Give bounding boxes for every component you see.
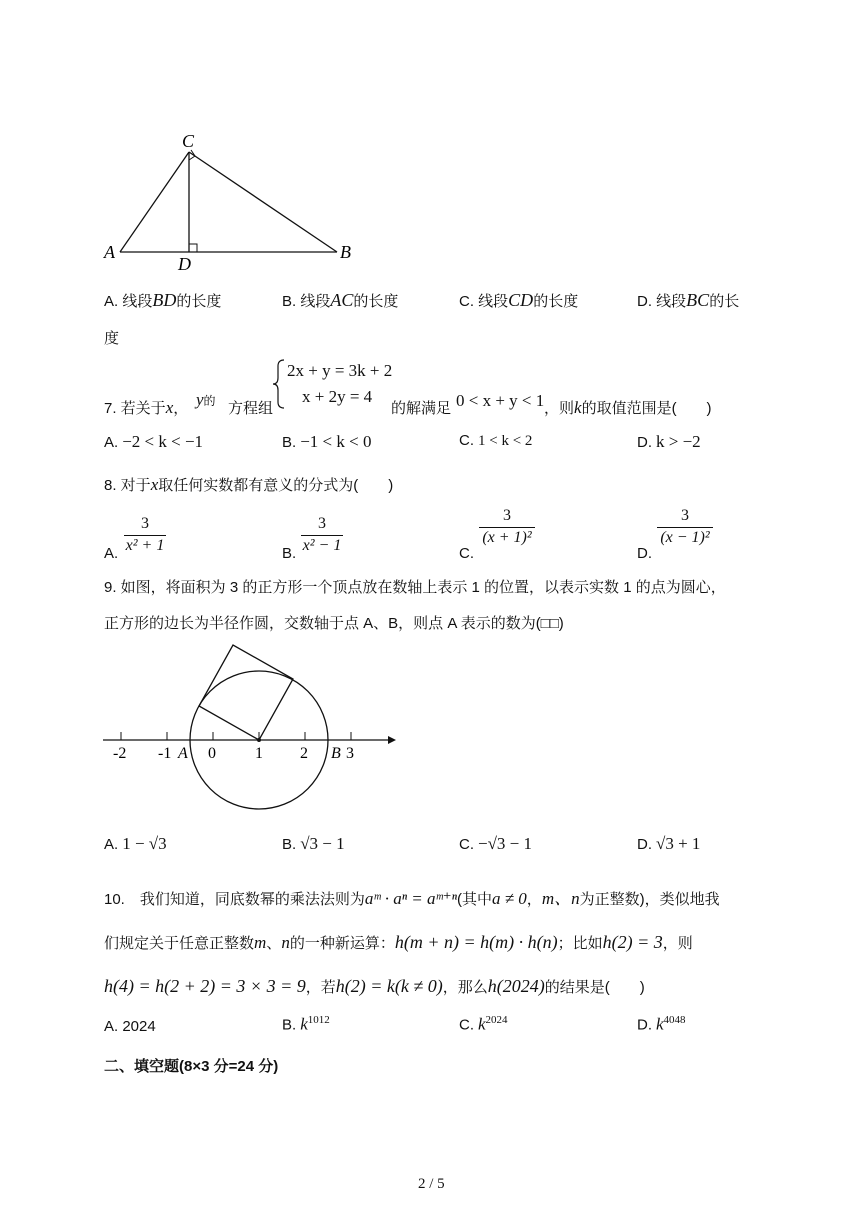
label-a: A	[178, 745, 188, 762]
q8-option-c-fraction[interactable]: 3 (x + 1)²	[479, 507, 535, 547]
tick-label-3: 3	[346, 745, 354, 762]
q6-option-b[interactable]: B. 线段AC的长度	[282, 290, 399, 310]
label-b: B	[340, 242, 351, 262]
q7-option-d[interactable]: D. k > −2	[637, 432, 701, 451]
number-line-figure	[100, 640, 400, 815]
q10-line2: 们规定关于任意正整数m、n的一种新运算：h(m + n) = h(m) · h(n)；比如h(2) = 3，则	[104, 932, 693, 952]
q8-option-d-label[interactable]: D.	[637, 545, 652, 562]
q7-condition: 0 < x + y < 1	[456, 391, 545, 410]
center-point	[257, 738, 261, 742]
segment-bc	[189, 152, 337, 252]
q8-option-b-label[interactable]: B.	[282, 545, 297, 562]
q10-line1: 10. 我们知道，同底数幂的乘法法则为aᵐ · aⁿ = aᵐ⁺ⁿ(其中a ≠ 0，m、n为正整数)，类似地我	[104, 889, 720, 908]
q7-option-c[interactable]: C. 1 < k < 2	[459, 432, 533, 449]
triangle-figure	[95, 125, 375, 275]
axis-arrow-icon	[388, 736, 396, 744]
q10-option-b[interactable]: B. $k^{1012}$	[282, 1014, 330, 1034]
q9-option-c[interactable]: C. −√3 − 1	[459, 834, 533, 853]
q8-stem: 8. 对于x取任何实数都有意义的分式为( )	[104, 475, 394, 494]
label-b: B	[331, 745, 341, 762]
q9-stem-line2: 正方形的边长为半径作圆，交数轴于点 A、B，则点 A 表示的数为(□□)	[104, 615, 564, 632]
q6-option-d[interactable]: D. 线段BC的长	[637, 290, 740, 310]
brace-icon	[272, 358, 286, 410]
q8-option-b-fraction[interactable]: 3 x² − 1	[302, 515, 342, 554]
tick-label-1: 1	[255, 745, 263, 762]
q7-option-b[interactable]: B. −1 < k < 0	[282, 432, 372, 451]
q8-option-d-fraction[interactable]: 3 (x − 1)²	[657, 507, 713, 547]
q10-option-c[interactable]: C. $k^{2024}$	[459, 1014, 508, 1034]
q8-option-a-fraction[interactable]: 3 x² + 1	[125, 515, 165, 554]
q6-option-c[interactable]: C. 线段CD的长度	[459, 290, 579, 310]
q6-option-a[interactable]: A. 线段BD的长度	[104, 290, 222, 310]
page-number: 2 / 5	[418, 1176, 445, 1192]
q7-equation-2: x + 2y = 4	[302, 387, 373, 406]
q8-option-c-label[interactable]: C.	[459, 545, 474, 562]
q7-stem: 7. 若关于x，	[104, 398, 189, 417]
tick-label-m1: -1	[158, 745, 172, 762]
right-angle-c	[189, 150, 195, 160]
q8-option-a-label[interactable]: A.	[104, 545, 119, 562]
q7-tail: ，则k的取值范围是( )	[544, 398, 712, 417]
q7-mid2: 的解满足	[391, 400, 452, 417]
q7-option-a[interactable]: A. −2 < k < −1	[104, 432, 204, 451]
label-a: A	[104, 242, 115, 262]
q10-line3: h(4) = h(2 + 2) = 3 × 3 = 9，若h(2) = k(k ≠ 0)，那么h(2024)的结果是( )	[104, 976, 645, 996]
q7-mid: 方程组	[228, 400, 274, 417]
label-c: C	[182, 131, 195, 151]
q9-option-b[interactable]: B. √3 − 1	[282, 834, 345, 853]
q9-stem-line1: 9. 如图，将面积为 3 的正方形一个顶点放在数轴上表示 1 的位置，以表示实数 1 的点为圆心，	[104, 579, 726, 596]
q6-option-d-wrap: 度	[104, 330, 120, 347]
q7-y-label: y的	[196, 390, 216, 409]
q10-option-a[interactable]: A. 2024	[104, 1018, 156, 1035]
right-angle-d	[189, 244, 197, 252]
tick-label-m2: -2	[113, 745, 127, 762]
q10-option-d[interactable]: D. $k^{4048}$	[637, 1014, 686, 1034]
q9-option-a[interactable]: A. 1 − √3	[104, 834, 167, 853]
q9-option-d[interactable]: D. √3 + 1	[637, 834, 701, 853]
tick-label-2: 2	[300, 745, 308, 762]
label-d: D	[178, 254, 191, 274]
q7-equation-1: 2x + y = 3k + 2	[287, 361, 393, 380]
tick-label-0: 0	[208, 745, 216, 762]
square	[199, 645, 293, 740]
segment-ac	[120, 152, 189, 252]
section-heading: 二、填空题(8×3 分=24 分)	[104, 1058, 279, 1075]
